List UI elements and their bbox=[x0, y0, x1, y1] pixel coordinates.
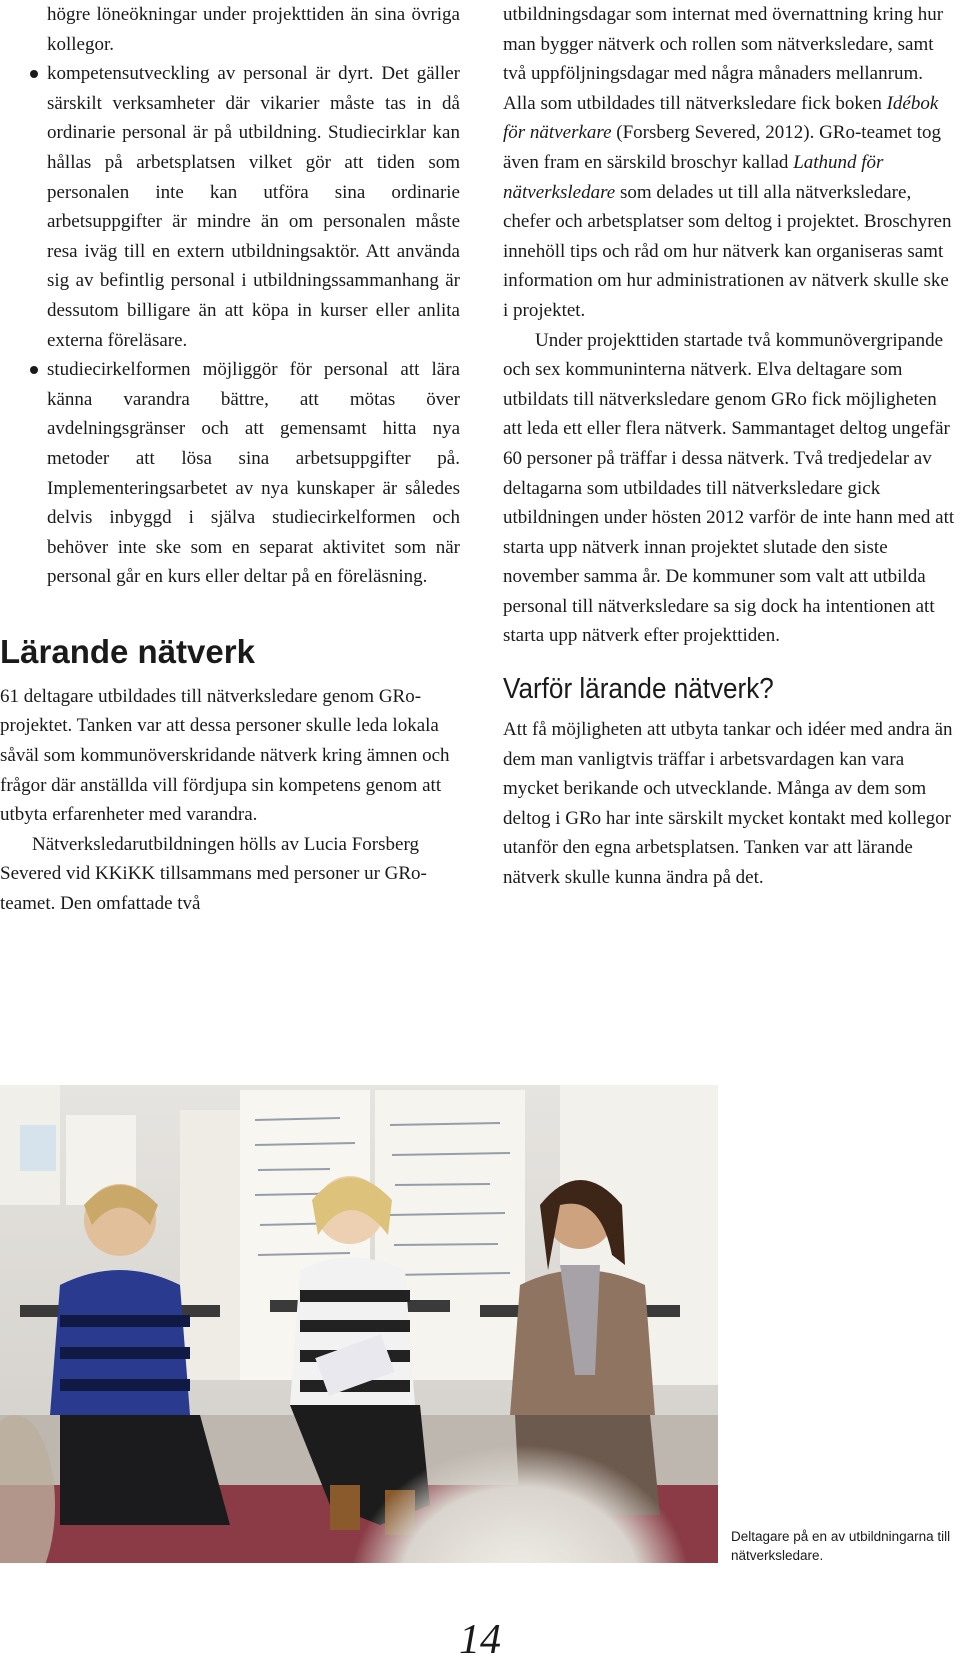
photo-illustration bbox=[0, 1085, 718, 1563]
brochure-title: Lathund för nätverksledare bbox=[503, 151, 884, 203]
text-run: (Forsberg Severed, 2012). GRo-teamet tog även fram en särskild broschyr kallad bbox=[503, 122, 941, 173]
workshop-photo bbox=[0, 1085, 718, 1563]
right-column bbox=[503, 0, 955, 893]
subsection-heading: Varför lärande nätverk? bbox=[503, 673, 774, 706]
body-paragraph: Under projekttiden startade två kommunövergripande och sex kommuninterna nätverk. Elva deltagare som utbildats till nätverksledare genom GRo fick möjligheten att leda ett eller flera nätverk. Sammantaget deltog ungefär 60 personer på träffar i dessa nätverk. Två tredjedelar av deltagarna som utbildades till nätverksledare gick utbildningen under hösten 2012 varför de inte hann med att starta upp nätverk innan projektet slutade den siste november samma år. De kommuner som valt att utbilda personal till nätverksledare sa sig dock ha intentionen att starta upp nätverk efter projekttiden. bbox=[503, 329, 955, 647]
photo-caption: Deltagare på en av utbildningarna till nätverksledare. bbox=[731, 1529, 951, 1563]
intro-continuation: högre löneökningar under projekttiden än sina övriga kollegor. bbox=[47, 4, 460, 55]
bullet-text: kompetensutveckling av personal är dyrt. Det gäller särskilt verksamheter där vikarier måste tas in då ordinarie personal är på utbildning. Studiecirklar kan hållas på arbetsplatsen vilket gör att tiden som personalen inte kan utföra sina ordinarie arbetsuppgifter är mindre än om personalen måste resa iväg till en extern utbildningsaktör. Att använda sig av befintlig personal i utbildningssammanhang är dessutom billigare än att köpa in kurser eller anlita externa föreläsare. bbox=[47, 63, 460, 351]
body-paragraph: Att få möjligheten att utbyta tankar och idéer med andra än dem man vanligtvis träffar i arbetsvardagen kan vara mycket berikande och utvecklande. Många av dem som deltog i GRo har inte särskilt mycket kontakt med kollegor utanför den egna arbetsplatsen. Tanken var att lärande nätverk skulle kunna ändra på det. bbox=[503, 719, 953, 889]
bullet-text: studiecirkelformen möjliggör för personal att lära känna varandra bättre, att mötas över avdelningsgränser och att gemensamt hitta nya metoder att lösa sina arbetsuppgifter på. Implementeringsarbetet av nya kunskaper är således delvis inbyggd i själva studiecirkelformen och behöver inte ske som en separat aktivitet som när personal går en kurs eller deltar på en föreläsning. bbox=[47, 359, 460, 588]
text-run: utbildningsdagar som internat med övernattning kring hur man bygger nätverk och rollen som nätverksledare, samt två uppföljningsdagar med några månaders mellanrum. Alla som utbildades till nätverksledare fick boken bbox=[503, 4, 944, 114]
bullet-list bbox=[0, 59, 460, 592]
bullet-icon bbox=[30, 70, 38, 78]
book-title: Idébok för nätverkare bbox=[503, 92, 939, 144]
body-paragraph: 61 deltagare utbildades till nätverksledare genom GRo-projektet. Tanken var att dessa personer skulle leda lokala såväl som kommunöverskridande nätverk kring ämnen och frågor där anställda vill fördjupa sin kompetens genom att utbyta erfarenheter med varandra. bbox=[0, 685, 450, 826]
page-number: 14 bbox=[459, 1617, 501, 1663]
text-run: som delades ut till alla nätverksledare, chefer och arbetsplatser som deltog i projektet. Broschyren innehöll tips och råd om hur nätverk kan organiseras samt information om hur administrationen av nätverk skulle ske i projektet. bbox=[503, 181, 952, 321]
bullet-item bbox=[0, 355, 460, 592]
body-paragraph: Nätverksledarutbildningen hölls av Lucia Forsberg Severed vid KKiKK tillsammans med personer ur GRo-teamet. Den omfattade två bbox=[0, 833, 427, 915]
bullet-icon bbox=[30, 366, 38, 374]
section-heading: Lärande nätverk bbox=[0, 632, 255, 670]
left-column bbox=[0, 0, 460, 919]
bullet-item bbox=[0, 59, 460, 355]
body-paragraph bbox=[503, 0, 955, 326]
